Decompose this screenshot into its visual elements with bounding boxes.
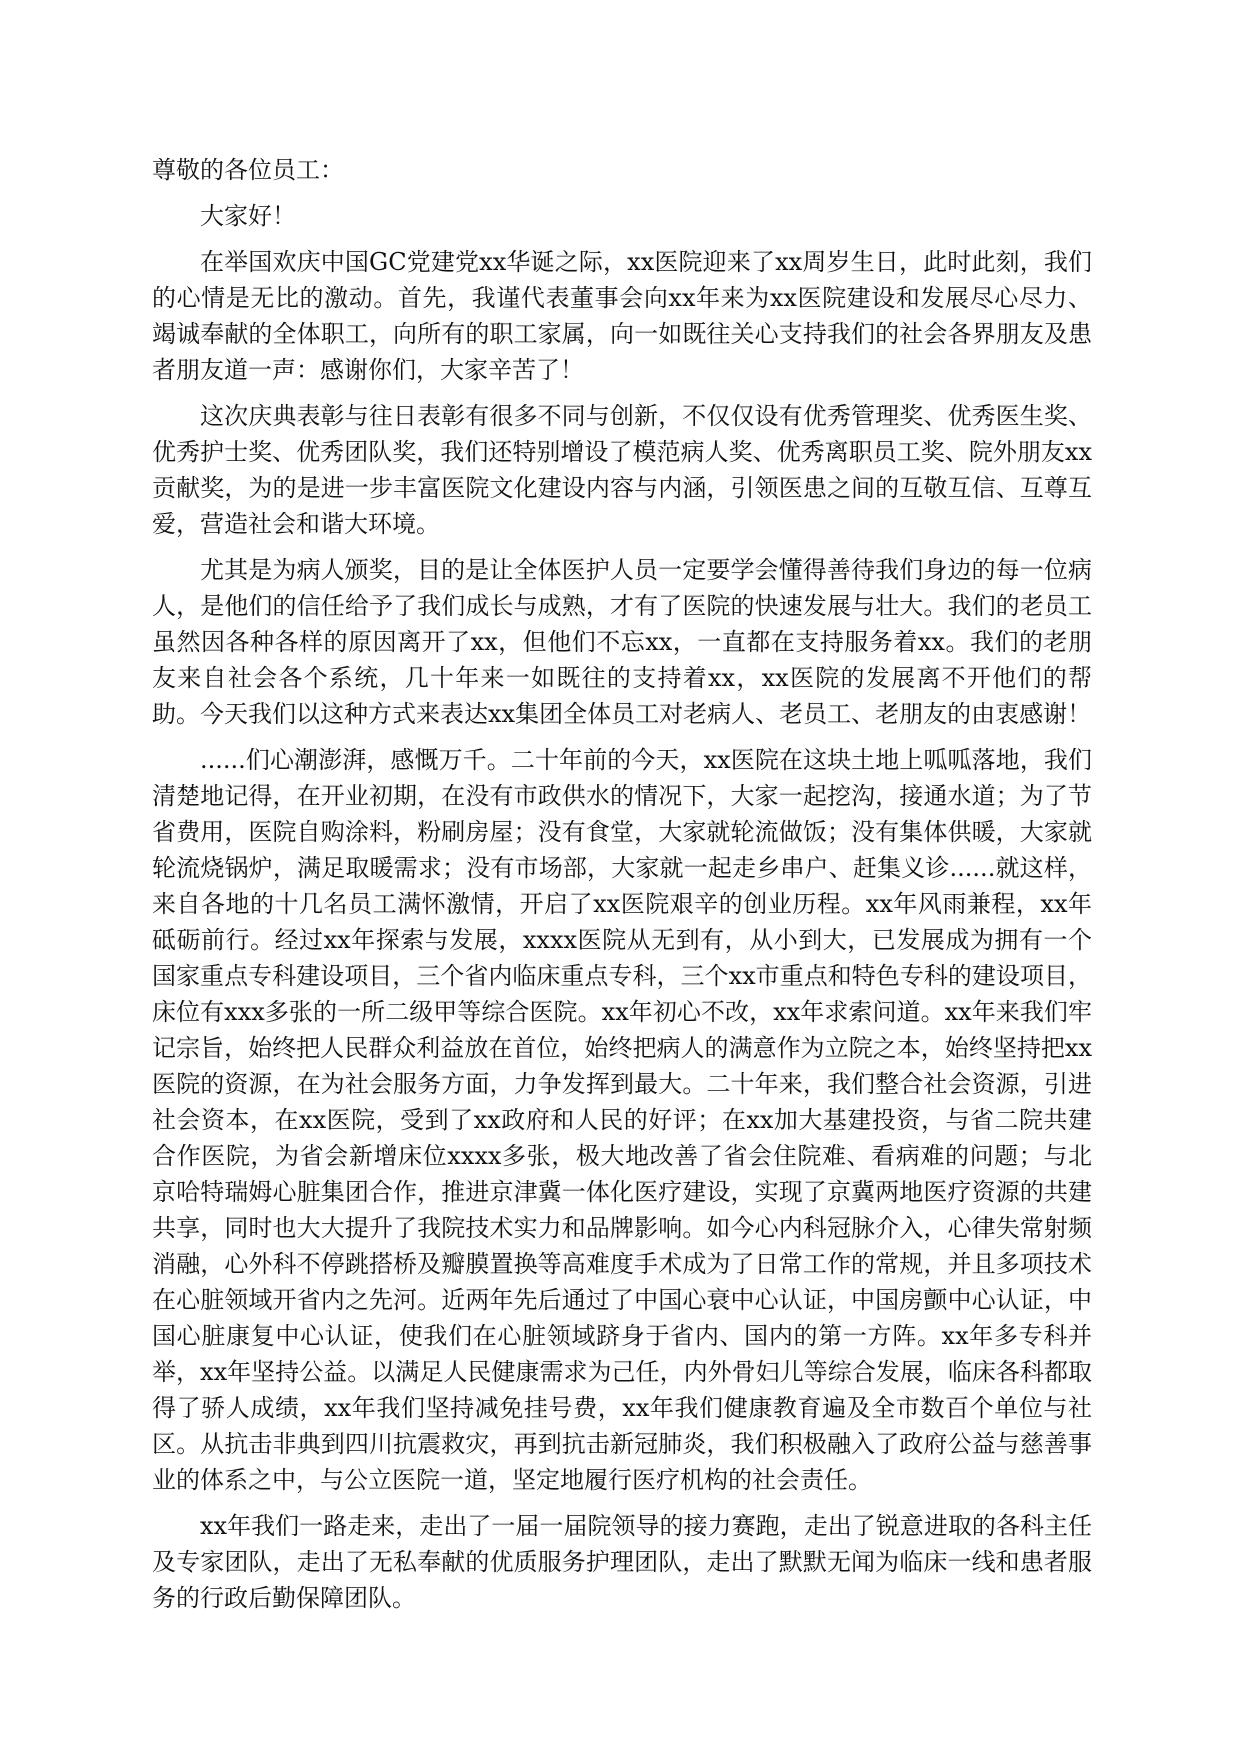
- opening-paragraph: 在举国欢庆中国GC党建党xx华诞之际，xx医院迎来了xx周岁生日，此时此刻，我们的心情是无比的激动。首先，我谨代表董事会向xx年来为xx医院建设和发展尽心尽力、竭诚奉献的全体职工，向所有的职工家属，向一如既往关心支持我们的社会各界朋友及患者朋友道一声：感谢你们，大家辛苦了！: [152, 248, 1092, 384]
- salutation: 尊敬的各位员工：: [152, 156, 344, 184]
- letter-body: [152, 152, 1092, 1626]
- patients-paragraph: 尤其是为病人颁奖，目的是让全体医护人员一定要学会懂得善待我们身边的每一位病人，是他们的信任给予了我们成长与成熟，才有了医院的快速发展与壮大。我们的老员工虽然因各种各样的原因离开了xx，但他们不忘xx，一直都在支持服务着xx。我们的老朋友来自社会各个系统，几十年来一如既往的支持着xx，xx医院的发展离不开他们的帮助。今天我们以这种方式来表达xx集团全体员工对老病人、老员工、老朋友的由衷感谢！: [152, 556, 1092, 728]
- greeting-paragraph: 大家好！: [200, 202, 296, 230]
- history-paragraph: ......们心潮澎湃，感慨万千。二十年前的今天，xx医院在这块土地上呱呱落地，我们清楚地记得，在开业初期，在没有市政供水的情况下，大家一起挖沟，接通水道；为了节省费用，医院自购涂料，粉刷房屋；没有食堂，大家就轮流做饭；没有集体供暖，大家就轮流烧锅炉，满足取暖需求；没有市场部，大家就一起走乡串户、赶集义诊......就这样，来自各地的十几名员工满怀激情，开启了xx医院艰辛的创业历程。xx年风雨兼程，xx年砥砺前行。经过xx年探索与发展，xxxx医院从无到有，从小到大，已发展成为拥有一个国家重点专科建设项目，三个省内临床重点专科，三个xx市重点和特色专科的建设项目，床位有xxx多张的一所二级甲等综合医院。xx年初心不改，xx年求索问道。xx年来我们牢记宗旨，始终把人民群众利益放在首位，始终把病人的满意作为立院之本，始终坚持把xx医院的资源，在为社会服务方面，力争发挥到最大。二十年来，我们整合社会资源，引进社会资本，在xx医院，受到了xx政府和人民的好评；在xx加大基建投资，与省二院共建合作医院，为省会新增床位xxxx多张，极大地改善了省会住院难、看病难的问题；与北京哈特瑞姆心脏集团合作，推进京津冀一体化医疗建设，实现了京冀两地医疗资源的共建共享，同时也大大提升了我院技术实力和品牌影响。如今心内科冠脉介入，心律失常射频消融，心外科不停跳搭桥及瓣膜置换等高难度手术成为了日常工作的常规，并且多项技术在心脏领域开省内之先河。近两年先后通过了中国心衰中心认证，中国房颤中心认证，中国心脏康复中心认证，使我们在心脏领域跻身于省内、国内的第一方阵。xx年多专科并举，xx年坚持公益。以满足人民健康需求为己任，内外骨妇儿等综合发展，临床各科都取得了骄人成绩，xx年我们坚持减免挂号费，xx年我们健康教育遍及全市数百个单位与社区。从抗击非典到四川抗震救灾，再到抗击新冠肺炎，我们积极融入了政府公益与慈善事业的体系之中，与公立医院一道，坚定地履行医疗机构的社会责任。: [152, 746, 1092, 1494]
- awards-paragraph: 这次庆典表彰与往日表彰有很多不同与创新，不仅仅设有优秀管理奖、优秀医生奖、优秀护士奖、优秀团队奖，我们还特别增设了模范病人奖、优秀离职员工奖、院外朋友xx贡献奖，为的是进一步丰富医院文化建设内容与内涵，引领医患之间的互敬互信、互尊互爱，营造社会和谐大环境。: [152, 402, 1092, 538]
- teams-paragraph: xx年我们一路走来，走出了一届一届院领导的接力赛跑，走出了锐意进取的各科主任及专家团队，走出了无私奉献的优质服务护理团队，走出了默默无闻为临床一线和患者服务的行政后勤保障团队。: [152, 1512, 1092, 1612]
